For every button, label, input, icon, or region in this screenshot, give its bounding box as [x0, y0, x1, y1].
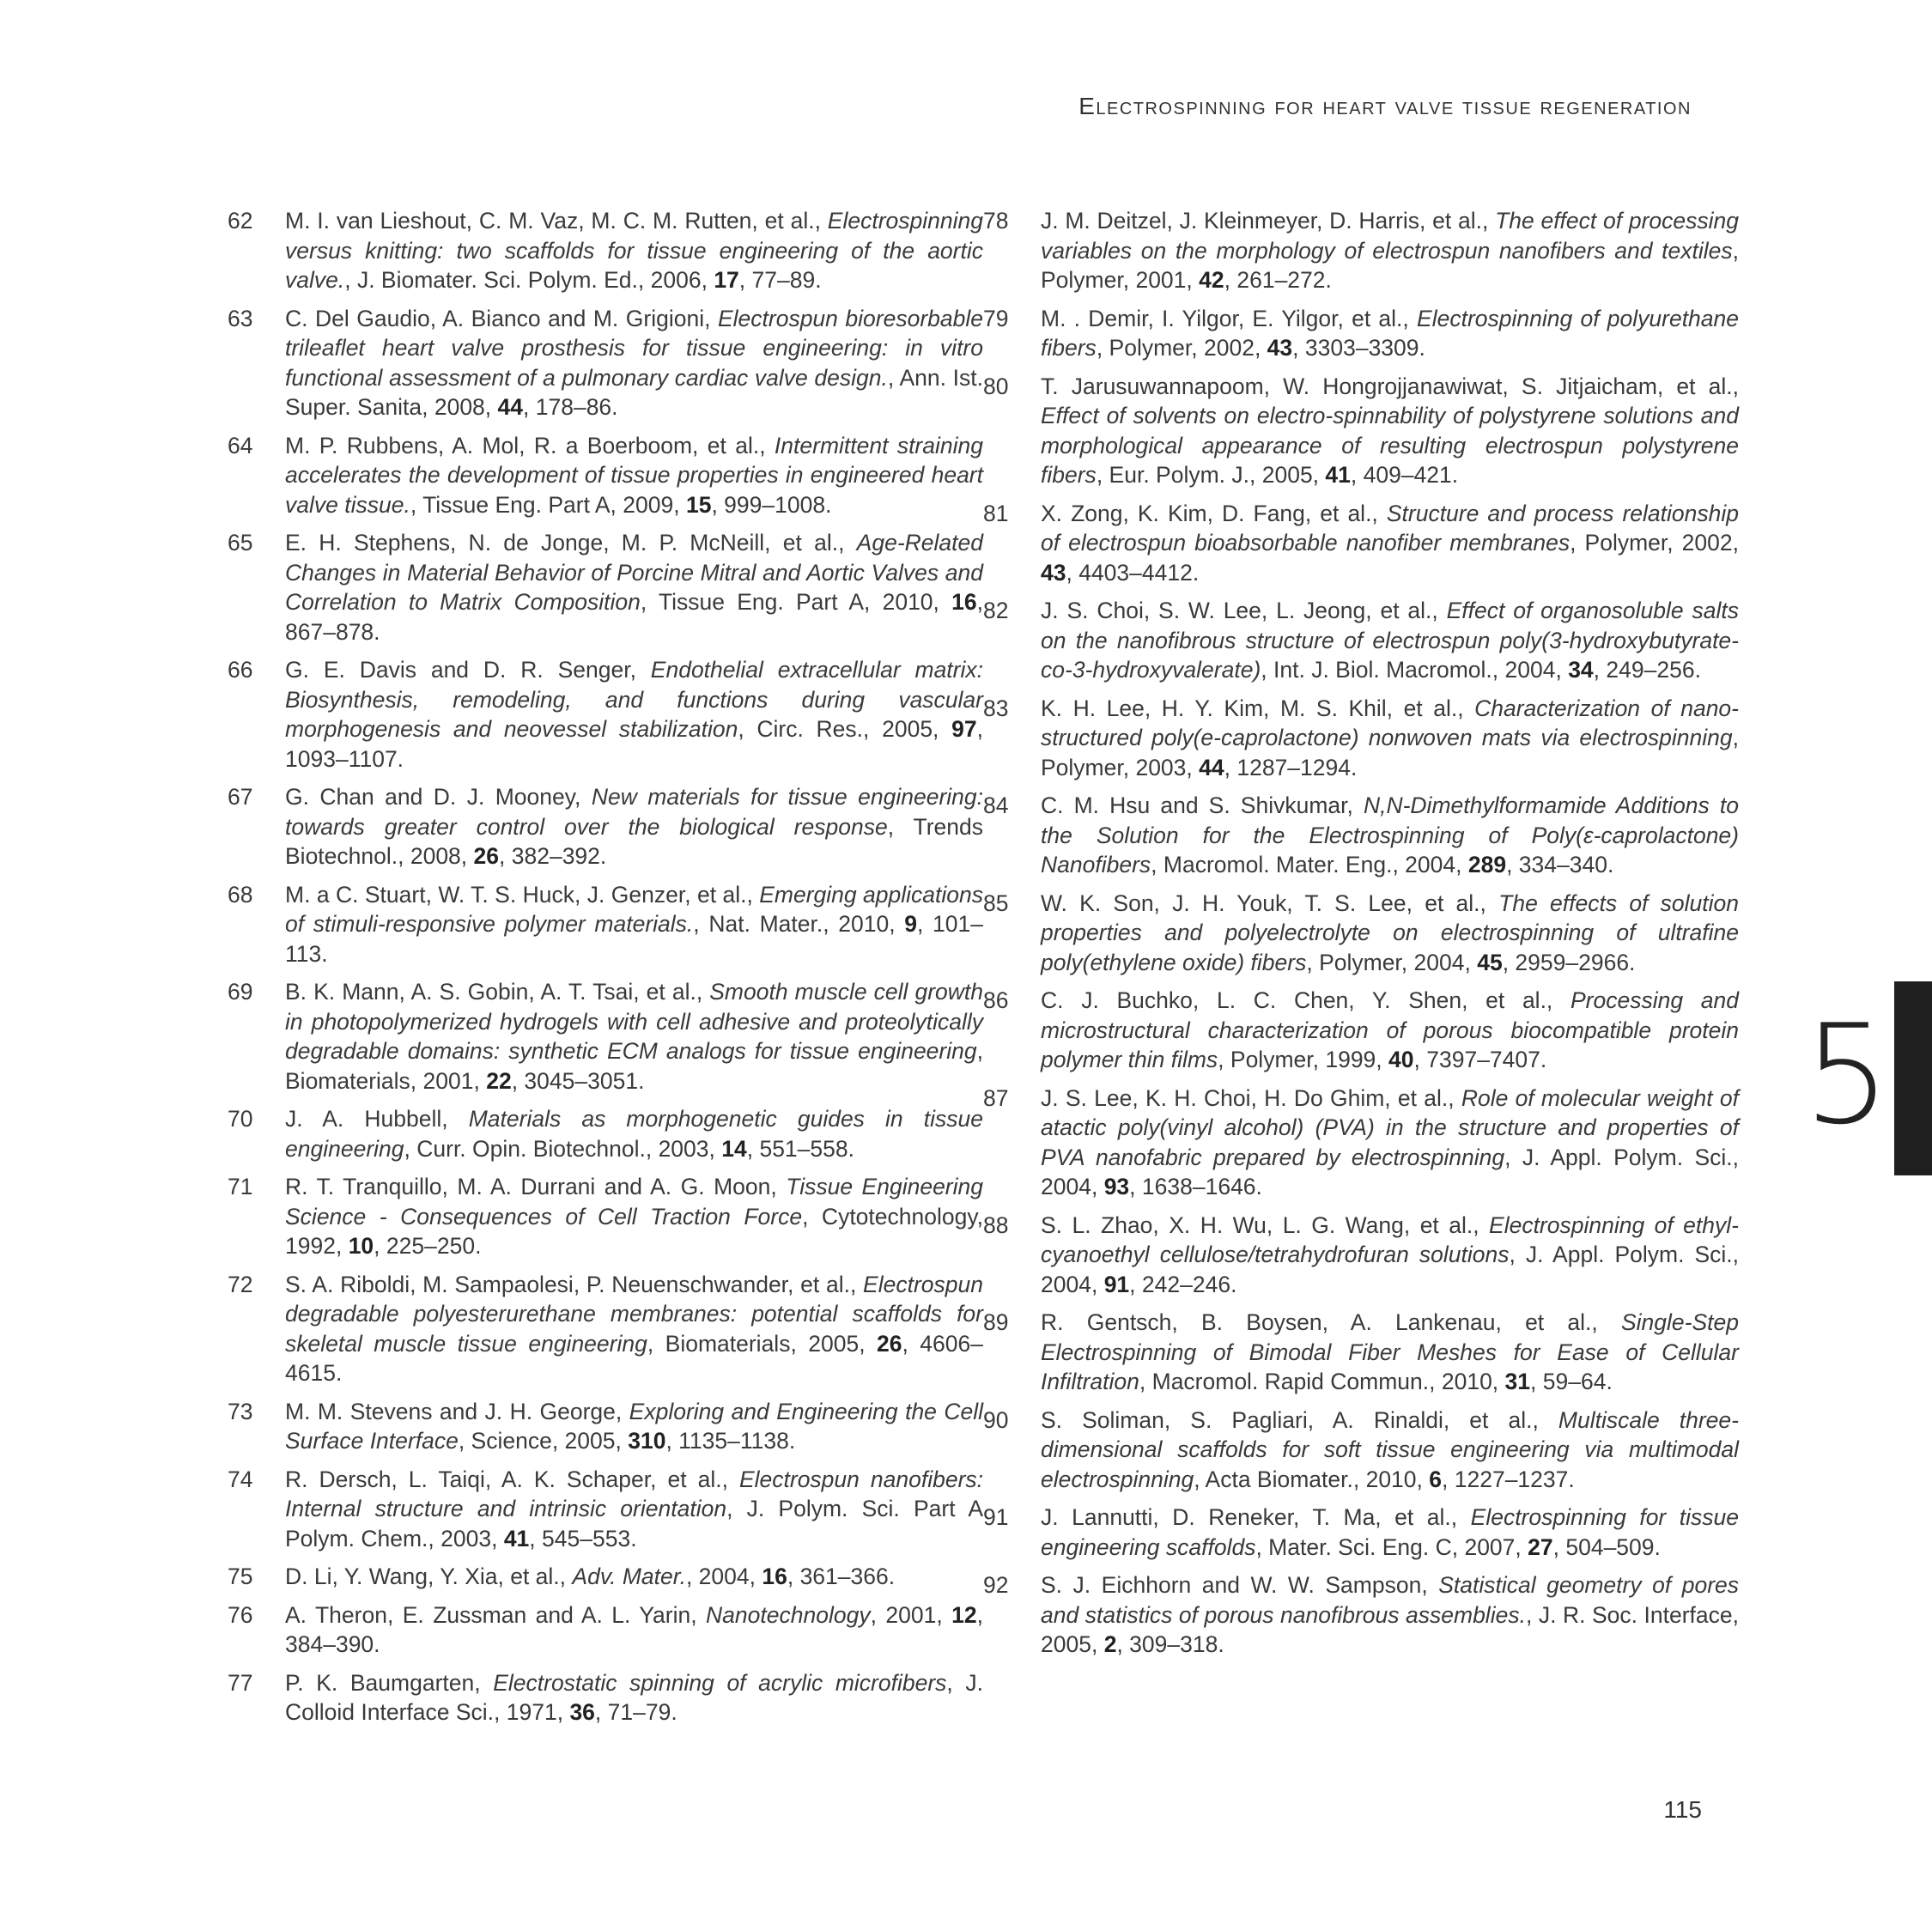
reference-segment: D. Li, Y. Wang, Y. Xia, et al.,	[285, 1564, 573, 1589]
reference-segment: , Trends Biotechnol., 2008,	[285, 813, 983, 869]
reference-segment: , 1287–1294.	[1224, 754, 1358, 780]
reference-volume: 310	[628, 1428, 666, 1454]
reference-segment: J. A. Hubbell,	[285, 1106, 469, 1132]
reference-segment: , 77–89.	[738, 267, 822, 293]
reference-number: 84	[983, 792, 1009, 818]
reference-volume: 36	[569, 1699, 595, 1725]
reference-segment: J. S. Choi, S. W. Lee, L. Jeong, et al.,	[1041, 598, 1447, 623]
reference-volume: 44	[1199, 754, 1224, 780]
reference-item	[228, 1465, 983, 1554]
reference-number: 86	[983, 987, 1009, 1013]
reference-segment: , Int. J. Biol. Macromol., 2004,	[1261, 657, 1569, 683]
reference-segment: S. L. Zhao, X. H. Wu, L. G. Wang, et al.,	[1041, 1211, 1490, 1238]
reference-volume: 42	[1199, 267, 1224, 293]
reference-segment: , Tissue Eng. Part A, 2009,	[410, 491, 686, 518]
reference-segment: , Tissue Eng. Part A, 2010,	[640, 589, 952, 615]
reference-volume: 43	[1267, 335, 1293, 361]
reference-volume: 26	[473, 843, 500, 869]
reference-segment: G. Chan and D. J. Mooney,	[285, 784, 592, 810]
reference-segment: , Curr. Opin. Biotechnol., 2003,	[404, 1135, 722, 1162]
reference-item	[228, 528, 983, 647]
reference-volume: 15	[685, 491, 712, 518]
reference-segment: , 3045–3051.	[511, 1067, 645, 1094]
reference-segment: , Polymer, 2002,	[1570, 530, 1739, 556]
reference-item	[228, 304, 983, 422]
reference-segment: , J. Colloid Interface Sci., 1971,	[285, 1669, 983, 1725]
reference-number: 65	[228, 530, 253, 556]
reference-segment: , Acta Biomater., 2010,	[1194, 1466, 1430, 1492]
reference-volume: 91	[1103, 1271, 1130, 1297]
reference-volume: 43	[1041, 559, 1066, 586]
reference-segment: , J. Polym. Sci. Part A Polym. Chem., 2003,	[285, 1496, 983, 1551]
reference-item	[228, 1600, 983, 1660]
reference-segment: , Mater. Sci. Eng. C, 2007,	[1255, 1533, 1528, 1560]
reference-title: Processing and microstructural characterization of porous biocompatible protein polymer thin films	[1041, 987, 1740, 1072]
reference-segment: , Polymer, 2004,	[1306, 949, 1478, 975]
reference-title: Statistical geometry of pores and statistics of porous nanofibrous assemblies.	[1041, 1572, 1740, 1628]
reference-volume: 14	[721, 1135, 747, 1162]
reference-title: Smooth muscle cell growth in photopolymerized hydrogels with cell adhesive and proteolytically degradable domains: synthetic ECM analogs for tissue engineering	[285, 979, 983, 1064]
reference-segment: , Biomaterials, 2005,	[647, 1330, 878, 1357]
reference-title: Tissue Engineering Science - Consequences of Cell Traction Force	[285, 1174, 983, 1230]
reference-segment: S. Soliman, S. Pagliari, A. Rinaldi, et al.,	[1041, 1406, 1558, 1433]
reference-segment: , Biomaterials, 2001,	[285, 1038, 983, 1094]
reference-segment: , 101–113.	[285, 911, 983, 967]
reference-text	[285, 880, 983, 969]
running-header-title: Electrospinning for heart valve tissue regeneration	[1078, 93, 1692, 119]
reference-segment: , 225–250.	[374, 1233, 482, 1259]
reference-item	[983, 499, 1739, 588]
reference-number: 74	[228, 1466, 253, 1492]
reference-title: N,N-Dimethylformamide Additions to the Solution for the Electrospinning of Poly(ε-caprolactone) Nanofibers	[1041, 792, 1739, 877]
reference-segment: , 409–421.	[1350, 462, 1459, 488]
reference-text	[285, 1104, 983, 1163]
reference-title: Effect of organosoluble salts on the nanofibrous structure of electrospun poly(3-hydroxybutyrate-co-3-hydroxyvalerate)	[1041, 598, 1739, 683]
reference-segment: , 999–1008.	[711, 491, 832, 518]
reference-segment: R. Gentsch, B. Boysen, A. Lankenau, et al.,	[1041, 1309, 1621, 1335]
reference-segment: , 71–79.	[594, 1699, 677, 1725]
reference-segment: , 4606–4615.	[285, 1330, 983, 1386]
reference-number: 66	[228, 657, 253, 683]
reference-text	[1041, 372, 1739, 490]
reference-text	[285, 304, 983, 422]
reference-title: Electrospun bioresorbable trileaflet heart valve prosthesis for tissue engineering: in vitro functional assessment of a pulmonary cardiac valve design.	[285, 305, 983, 391]
reference-item	[983, 986, 1739, 1075]
reference-segment: C. J. Buchko, L. C. Chen, Y. Shen, et al.,	[1041, 987, 1571, 1013]
reference-segment: , 3303–3309.	[1292, 335, 1425, 361]
reference-item	[228, 1104, 983, 1163]
reference-number: 71	[228, 1174, 253, 1199]
reference-item	[228, 977, 983, 1096]
reference-item	[228, 1270, 983, 1388]
reference-text	[285, 1668, 983, 1728]
reference-segment: X. Zong, K. Kim, D. Fang, et al.,	[1041, 500, 1387, 526]
reference-item	[983, 596, 1739, 685]
reference-title: Electrospinning of polyurethane fibers	[1041, 305, 1740, 361]
reference-number: 67	[228, 784, 253, 810]
reference-item	[983, 206, 1739, 295]
reference-volume: 93	[1103, 1174, 1130, 1199]
reference-text	[285, 1397, 983, 1456]
reference-text	[1041, 889, 1739, 978]
reference-segment: , 384–390.	[285, 1601, 983, 1657]
reference-item	[228, 1562, 983, 1592]
reference-text	[1041, 499, 1739, 588]
reference-title: Materials as morphogenetic guides in tissue engineering	[285, 1106, 983, 1162]
reference-volume: 26	[877, 1330, 902, 1357]
reference-text	[1041, 596, 1739, 685]
reference-segment: , 334–340.	[1506, 852, 1614, 877]
reference-volume: 41	[1325, 462, 1351, 488]
reference-title: Role of molecular weight of atactic poly(vinyl alcohol) (PVA) in the structure and properties of PVA nanofabric prepared by electrospinning	[1041, 1084, 1739, 1170]
reference-item	[228, 1172, 983, 1261]
reference-number: 78	[983, 208, 1009, 234]
reference-segment: , Circ. Res., 2005,	[738, 716, 952, 742]
reference-title: Single-Step Electrospinning of Bimodal Fiber Meshes for Ease of Cellular Infiltration	[1041, 1309, 1739, 1394]
reference-text	[285, 431, 983, 520]
reference-item	[228, 431, 983, 520]
reference-item	[983, 1503, 1739, 1562]
references-column-right	[983, 206, 1739, 1668]
reference-number: 85	[983, 890, 1009, 916]
reference-title: Endothelial extracellular matrix: Biosynthesis, remodeling, and functions during vascular morphogenesis and neovessel stabilization	[285, 657, 983, 742]
reference-segment: , 261–272.	[1224, 267, 1332, 293]
reference-segment: C. M. Hsu and S. Shivkumar,	[1041, 792, 1364, 818]
reference-segment: R. Dersch, L. Taiqi, A. K. Schaper, et al.,	[285, 1466, 739, 1492]
reference-segment: , 2001,	[870, 1601, 952, 1628]
reference-number: 89	[983, 1309, 1009, 1335]
reference-segment: , 1638–1646.	[1129, 1174, 1262, 1199]
reference-segment: , Cytotechnology, 1992,	[285, 1203, 983, 1259]
reference-segment: , Macromol. Rapid Commun., 2010,	[1139, 1369, 1505, 1394]
reference-segment: J. Lannutti, D. Reneker, T. Ma, et al.,	[1041, 1504, 1471, 1530]
reference-segment: , 361–366.	[787, 1564, 896, 1589]
reference-title: Electrospinning versus knitting: two scaffolds for tissue engineering of the aortic valve.	[285, 208, 983, 293]
reference-segment: , 867–878.	[285, 589, 983, 645]
reference-segment: , 242–246.	[1129, 1271, 1237, 1297]
reference-segment: R. T. Tranquillo, M. A. Durrani and A. G. Moon,	[285, 1174, 787, 1199]
reference-segment: S. J. Eichhorn and W. W. Sampson,	[1041, 1572, 1439, 1598]
reference-number: 70	[228, 1106, 253, 1132]
reference-text	[285, 1465, 983, 1554]
reference-item	[983, 694, 1739, 783]
reference-segment: , Polymer, 1999,	[1218, 1047, 1389, 1072]
reference-title: Multiscale three-dimensional scaffolds for soft tissue engineering via multimodal electrospinning	[1041, 1406, 1739, 1492]
reference-segment: S. A. Riboldi, M. Sampaolesi, P. Neuenschwander, et al.,	[285, 1271, 864, 1297]
reference-item	[228, 655, 983, 774]
reference-volume: 45	[1477, 949, 1503, 975]
reference-title: Intermittent straining accelerates the development of tissue properties in engineered heart valve tissue.	[285, 432, 983, 518]
reference-text	[1041, 1084, 1739, 1202]
reference-segment: , Polymer, 2002,	[1096, 335, 1267, 361]
reference-segment: , Polymer, 2001,	[1041, 237, 1739, 293]
reference-segment: M. a C. Stuart, W. T. S. Huck, J. Genzer, et al.,	[285, 881, 760, 908]
reference-title: The effect of processing variables on the morphology of electrospun nanofibers and textiles	[1041, 208, 1739, 264]
reference-segment: A. Theron, E. Zussman and A. L. Yarin,	[285, 1601, 707, 1628]
reference-text	[1041, 986, 1739, 1075]
reference-volume: 16	[762, 1564, 787, 1589]
reference-number: 79	[983, 305, 1009, 331]
reference-number: 82	[983, 598, 1009, 623]
reference-text	[285, 655, 983, 774]
reference-text	[285, 977, 983, 1096]
reference-segment: , 551–558.	[746, 1135, 854, 1162]
reference-segment: , 7397–7407.	[1413, 1047, 1547, 1072]
reference-text	[1041, 1211, 1739, 1300]
reference-title: Age-Related Changes in Material Behavior of Porcine Mitral and Aortic Valves and Correlation to Matrix Composition	[285, 530, 983, 615]
reference-segment: M. P. Rubbens, A. Mol, R. a Boerboom, et al.,	[285, 432, 775, 458]
reference-text	[285, 206, 983, 295]
reference-number: 68	[228, 881, 253, 908]
reference-title: Effect of solvents on electro-spinnability of polystyrene solutions and morphological appearance of resulting electrospun polystyrene fibers	[1041, 403, 1739, 488]
reference-number: 81	[983, 500, 1009, 526]
reference-segment: , J. Biomater. Sci. Polym. Ed., 2006,	[344, 267, 714, 293]
reference-item	[983, 1570, 1739, 1660]
reference-number: 62	[228, 208, 253, 234]
reference-volume: 22	[486, 1067, 512, 1094]
reference-number: 73	[228, 1398, 253, 1424]
reference-segment: , Ann. Ist. Super. Sanita, 2008,	[285, 364, 983, 420]
reference-number: 75	[228, 1564, 253, 1589]
reference-segment: , 545–553.	[529, 1525, 637, 1551]
reference-segment: C. Del Gaudio, A. Bianco and M. Grigioni,	[285, 305, 718, 331]
reference-number: 91	[983, 1504, 1009, 1530]
reference-volume: 289	[1467, 852, 1507, 877]
reference-number: 72	[228, 1271, 253, 1297]
reference-volume: 31	[1504, 1369, 1531, 1394]
reference-segment: , Macromol. Mater. Eng., 2004,	[1151, 852, 1468, 877]
reference-segment: , 4403–4412.	[1066, 559, 1200, 586]
reference-segment: , 59–64.	[1530, 1369, 1613, 1394]
reference-item	[228, 782, 983, 871]
reference-title: Electrospun nanofibers: Internal structure and intrinsic orientation	[285, 1466, 984, 1521]
page-number: 115	[1663, 1796, 1702, 1823]
reference-segment: , 249–256.	[1593, 657, 1701, 683]
reference-segment: J. M. Deitzel, J. Kleinmeyer, D. Harris, et al.,	[1041, 208, 1496, 234]
reference-volume: 2	[1103, 1631, 1117, 1657]
reference-segment: , J. R. Soc. Interface, 2005,	[1041, 1601, 1739, 1657]
reference-text	[285, 1562, 983, 1592]
reference-text	[1041, 1406, 1739, 1495]
reference-text	[1041, 791, 1739, 880]
reference-title: Electrospinning of ethyl-cyanoethyl cellulose/tetrahydrofuran solutions	[1041, 1211, 1739, 1267]
reference-text	[285, 1172, 983, 1261]
reference-number: 88	[983, 1211, 1009, 1238]
reference-volume: 17	[714, 267, 739, 293]
reference-text	[1041, 694, 1739, 783]
reference-item	[983, 1308, 1739, 1397]
reference-number: 76	[228, 1601, 253, 1628]
reference-segment: , Eur. Polym. J., 2005,	[1096, 462, 1326, 488]
reference-item	[983, 889, 1739, 978]
reference-segment: J. S. Lee, K. H. Choi, H. Do Ghim, et al.,	[1041, 1084, 1461, 1111]
reference-segment: W. K. Son, J. H. Youk, T. S. Lee, et al.,	[1041, 890, 1499, 916]
reference-title: Nanotechnology	[706, 1601, 871, 1628]
reference-text	[285, 1270, 983, 1388]
reference-number: 83	[983, 695, 1009, 721]
reference-segment: , Nat. Mater., 2010,	[693, 911, 905, 937]
reference-segment: M. M. Stevens and J. H. George,	[285, 1398, 629, 1424]
reference-text	[1041, 1570, 1739, 1660]
reference-segment: , 178–86.	[523, 394, 618, 420]
reference-item	[228, 206, 983, 295]
reference-item	[983, 1084, 1739, 1202]
reference-title: New materials for tissue engineering: towards greater control over the biological response	[285, 784, 983, 840]
reference-number: 92	[983, 1572, 1009, 1598]
reference-text	[1041, 1308, 1739, 1397]
reference-segment: , 2004,	[685, 1564, 762, 1589]
chapter-number: 5	[1803, 994, 1891, 1155]
reference-item	[228, 1397, 983, 1456]
reference-segment: , 309–318.	[1116, 1631, 1224, 1657]
reference-text	[285, 528, 983, 647]
reference-item	[983, 304, 1739, 363]
reference-segment: , 382–392.	[499, 843, 607, 869]
reference-volume: 27	[1528, 1533, 1553, 1560]
chapter-thumb-tab	[1894, 981, 1932, 1175]
reference-segment: , 1135–1138.	[665, 1428, 796, 1454]
reference-segment: , Science, 2005,	[458, 1428, 629, 1454]
reference-title: Electrospun degradable polyesterurethane membranes: potential scaffolds for skeletal muscle tissue engineering	[285, 1271, 983, 1357]
reference-title: Exploring and Engineering the Cell Surface Interface	[285, 1398, 983, 1454]
reference-segment: , 2959–2966.	[1502, 949, 1636, 975]
reference-segment: M. . Demir, I. Yilgor, E. Yilgor, et al.,	[1041, 305, 1418, 331]
reference-segment: G. E. Davis and D. R. Senger,	[285, 657, 651, 683]
reference-number: 64	[228, 432, 253, 458]
reference-segment: T. Jarusuwannapoom, W. Hongrojjanawiwat, S. Jitjaicham, et al.,	[1041, 373, 1739, 399]
reference-segment: P. K. Baumgarten,	[285, 1669, 494, 1696]
references-column-left	[228, 206, 983, 1736]
reference-number: 69	[228, 979, 253, 1005]
reference-segment: B. K. Mann, A. S. Gobin, A. T. Tsai, et al.,	[285, 979, 710, 1005]
reference-volume: 9	[904, 911, 918, 937]
reference-volume: 97	[951, 716, 977, 742]
reference-title: Adv. Mater.	[572, 1564, 686, 1589]
reference-segment: , 1093–1107.	[285, 716, 983, 772]
reference-item	[983, 791, 1739, 880]
reference-title: Electrostatic spinning of acrylic microfibers	[493, 1669, 947, 1696]
reference-title: Characterization of nano-structured poly(e-caprolactone) nonwoven mats via electrospinning	[1041, 695, 1739, 750]
reference-text	[1041, 1503, 1739, 1562]
reference-segment: E. H. Stephens, N. de Jonge, M. P. McNeill, et al.,	[285, 530, 857, 556]
reference-text	[285, 1600, 983, 1660]
reference-item	[228, 1668, 983, 1728]
reference-title: Emerging applications of stimuli-responsive polymer materials.	[285, 881, 984, 937]
reference-number: 80	[983, 373, 1009, 399]
reference-volume: 40	[1388, 1047, 1414, 1072]
reference-volume: 41	[503, 1525, 530, 1551]
reference-number: 90	[983, 1406, 1009, 1433]
reference-title: The effects of solution properties and polyelectrolyte on electrospinning of ultrafine poly(ethylene oxide) fibers	[1041, 890, 1739, 975]
reference-segment: , 504–509.	[1552, 1533, 1661, 1560]
reference-number: 63	[228, 305, 253, 331]
reference-text	[285, 782, 983, 871]
reference-text	[1041, 206, 1739, 295]
reference-title: Structure and process relationship of electrospun bioabsorbable nanofiber membranes	[1041, 500, 1739, 556]
reference-volume: 44	[497, 394, 524, 420]
reference-segment: , J. Appl. Polym. Sci., 2004,	[1041, 1242, 1740, 1297]
reference-segment: , Polymer, 2003,	[1041, 725, 1739, 780]
reference-volume: 12	[951, 1601, 977, 1628]
reference-volume: 16	[951, 589, 977, 615]
reference-item	[983, 1406, 1739, 1495]
reference-item	[983, 1211, 1739, 1300]
reference-number: 77	[228, 1669, 253, 1696]
reference-item	[228, 880, 983, 969]
reference-number: 87	[983, 1084, 1009, 1111]
reference-segment: , 1227–1237.	[1442, 1466, 1575, 1492]
reference-item	[983, 372, 1739, 490]
reference-text	[1041, 304, 1739, 363]
reference-segment: M. I. van Lieshout, C. M. Vaz, M. C. M. Rutten, et al.,	[285, 208, 828, 234]
reference-volume: 6	[1429, 1466, 1443, 1492]
reference-volume: 10	[348, 1233, 374, 1259]
reference-title: Electrospinning for tissue engineering scaffolds	[1041, 1504, 1739, 1560]
reference-segment: K. H. Lee, H. Y. Kim, M. S. Khil, et al.,	[1041, 695, 1475, 721]
reference-volume: 34	[1568, 657, 1594, 683]
reference-segment: , J. Appl. Polym. Sci., 2004,	[1041, 1144, 1739, 1199]
